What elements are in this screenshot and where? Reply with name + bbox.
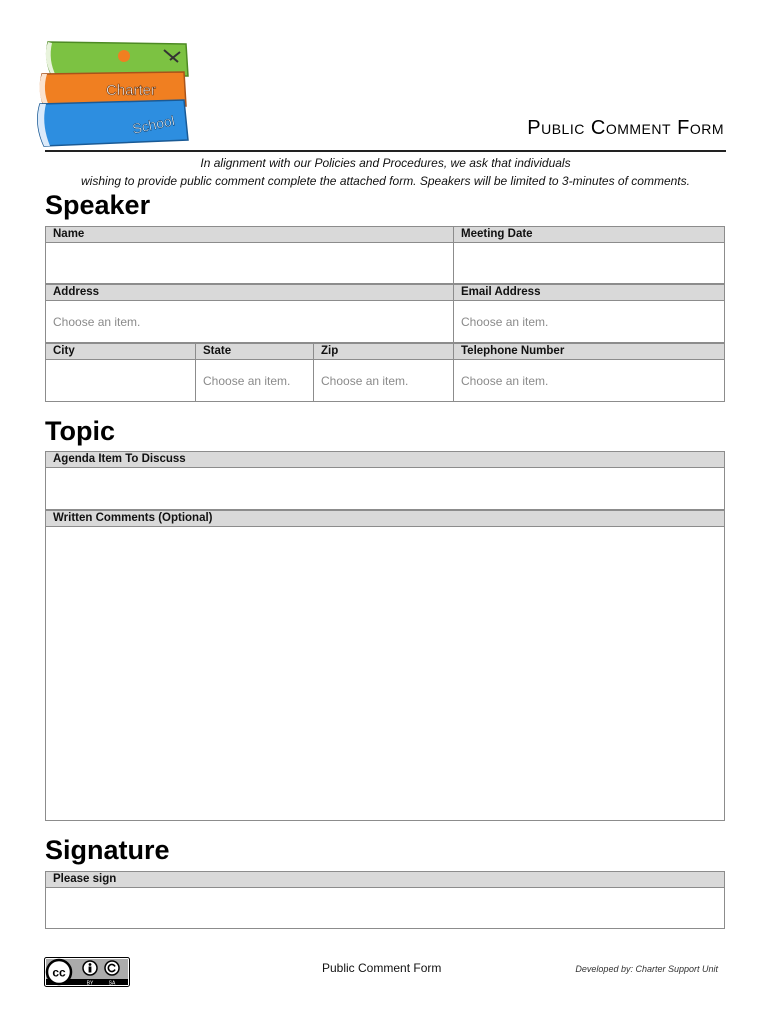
meeting-date-field[interactable] <box>453 242 725 284</box>
svg-text:cc: cc <box>52 965 66 980</box>
charter-school-books-logo <box>36 36 190 148</box>
please-sign-label: Please sign <box>45 871 725 888</box>
written-comments-label: Written Comments (Optional) <box>45 510 725 527</box>
address-field[interactable]: Choose an item. <box>45 300 454 343</box>
title-divider <box>45 150 726 152</box>
signature-heading: Signature <box>45 835 170 865</box>
email-label: Email Address <box>453 284 725 301</box>
meeting-date-label: Meeting Date <box>453 226 725 243</box>
speaker-heading: Speaker <box>45 190 151 220</box>
state-field[interactable]: Choose an item. <box>195 359 314 402</box>
zip-label: Zip <box>313 343 454 360</box>
intro-text <box>45 154 726 190</box>
intro-line-2: wishing to provide public comment complete the attached form. Speakers will be limited to 3-minutes of comments. <box>81 174 690 188</box>
footer-developer-credit: Developed by: Charter Support Unit <box>575 964 718 974</box>
city-field[interactable] <box>45 359 196 402</box>
cc-by-label: BY <box>86 980 94 987</box>
telephone-label: Telephone Number <box>453 343 725 360</box>
cc-sa-label: SA <box>108 980 116 987</box>
name-label: Name <box>45 226 454 243</box>
blue-book-icon <box>38 100 188 146</box>
topic-heading: Topic <box>45 416 115 446</box>
agenda-item-label: Agenda Item To Discuss <box>45 451 725 468</box>
state-label: State <box>195 343 314 360</box>
zip-field[interactable]: Choose an item. <box>313 359 454 402</box>
book-label-charter: Charter <box>106 82 157 99</box>
email-field[interactable]: Choose an item. <box>453 300 725 343</box>
book-label-school: School <box>130 112 177 137</box>
footer-form-title: Public Comment Form <box>322 961 442 975</box>
green-book-icon <box>46 42 188 76</box>
name-field[interactable] <box>45 242 454 284</box>
written-comments-field[interactable] <box>45 526 725 821</box>
intro-line-1: In alignment with our Policies and Procedures, we ask that individuals <box>200 156 571 170</box>
signature-field[interactable] <box>45 887 725 929</box>
creative-commons-license-icon <box>44 957 130 987</box>
address-label: Address <box>45 284 454 301</box>
city-label: City <box>45 343 196 360</box>
telephone-field[interactable]: Choose an item. <box>453 359 725 402</box>
page-title: Public Comment Form <box>527 117 724 139</box>
agenda-item-field[interactable] <box>45 467 725 510</box>
